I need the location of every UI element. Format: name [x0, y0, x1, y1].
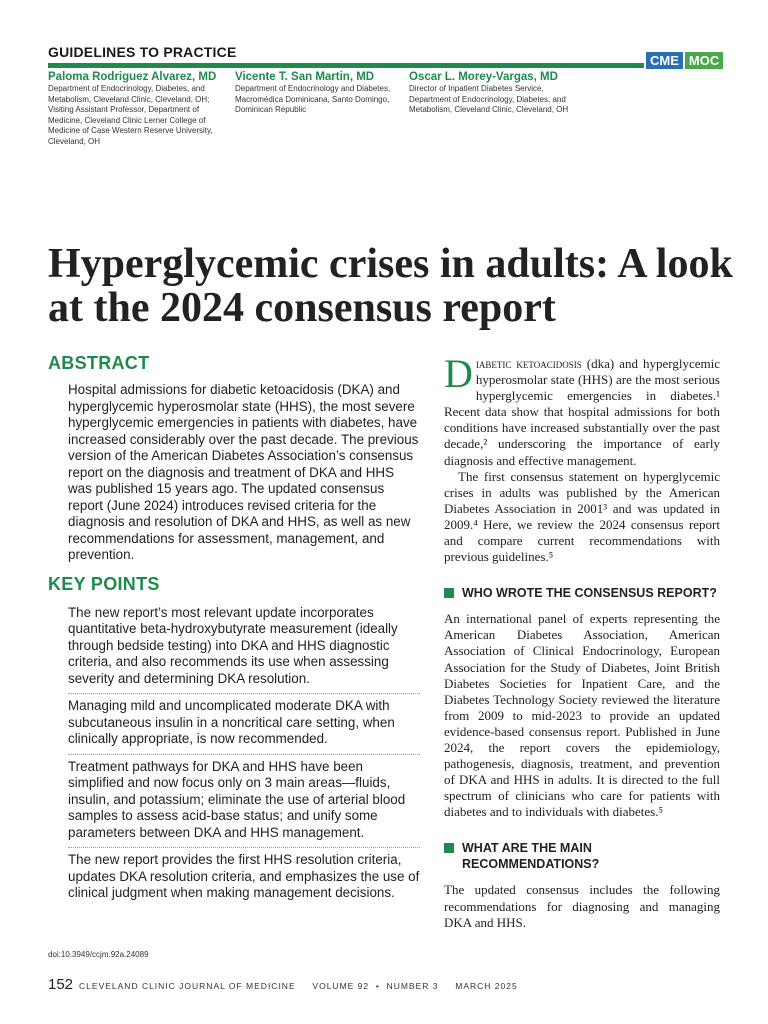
- author-1: [48, 70, 226, 147]
- intro-text: (dka) and hyperglycemic hyperosmolar state (HHS) are the most serious hyperglycemic emergencies in diabetes.¹ Recent data show that hospital admissions for both conditions have increased substantially over the past decade,² underscoring the importance of early diagnosis and effective management.: [444, 356, 720, 468]
- author-affiliation: Department of Endocrinology and Diabetes, Macromédica Dominicana, Santo Domingo, Dominican Republic: [235, 84, 391, 114]
- cme-badge: CME: [646, 52, 683, 69]
- page-footer: [48, 976, 518, 993]
- author-affiliation: Department of Endocrinology, Diabetes, and Metabolism, Cleveland Clinic, Cleveland, OH; Visiting Assistant Professor, Department of Medicine, Cleveland Clinic Lerner College of Medicine of Case Western Reserve University, Cleveland, OH: [48, 84, 213, 146]
- header-rule: [48, 63, 644, 68]
- author-name: Oscar L. Morey-Vargas, MD: [409, 71, 558, 83]
- key-point: Treatment pathways for DKA and HHS have been simplified and now focus only on 3 main areas—fluids, insulin, and potassium; eliminate the use of arterial blood samples to assess acid-base status; and unify some parameters between DKA and HHS management.: [68, 755, 420, 849]
- drop-cap: D: [444, 351, 473, 396]
- subheading-text: WHO WROTE THE CONSENSUS REPORT?: [462, 586, 717, 601]
- doi: doi:10.3949/ccjm.92a.24089: [48, 950, 149, 959]
- intro-paragraph: [444, 351, 720, 469]
- author-2: [235, 70, 405, 116]
- paragraph-4: The updated consensus includes the following recommendations for diagnosing and managing DKA and HHS.: [444, 882, 720, 930]
- left-column: [48, 352, 420, 908]
- subheading-who-wrote: [444, 585, 720, 601]
- abstract-text: Hospital admissions for diabetic ketoacidosis (DKA) and hyperglycemic hyperosmolar state (HHS), the most severe hyperglycemic emergencies in patients with diabetes, have increased considerably over the past decade. The previous version of the American Diabetes Association’s consensus report on the diagnosis and treatment of DKA and HHS was published 15 years ago. The updated consensus report (June 2024) introduces revised criteria for the diagnosis and resolution of DKA and HHS, as well as new recommendations for assessment, management, and prevention.: [68, 382, 419, 562]
- key-points-heading: KEY POINTS: [48, 573, 160, 594]
- key-point: Managing mild and uncomplicated moderate DKA with subcutaneous insulin in a noncritical care setting, when clinically appropriate, is now recommended.: [68, 694, 420, 755]
- body-column: [444, 351, 720, 931]
- abstract-heading: ABSTRACT: [48, 353, 150, 373]
- author-affiliation: Director of Inpatient Diabetes Service, Department of Endocrinology, Diabetes, and Metabolism, Cleveland Clinic, Cleveland, OH: [409, 84, 569, 114]
- key-points-list: [68, 601, 420, 908]
- subheading-recommendations: [444, 840, 720, 872]
- intro-lead: iabetic ketoacidosis: [475, 356, 582, 371]
- author-name: Paloma Rodriguez Alvarez, MD: [48, 71, 217, 83]
- key-point: The new report’s most relevant update incorporates quantitative beta-hydroxybutyrate measurement (ideally through bedside testing) into DKA and HHS diagnostic criteria, and also recommends its use when assessing severity and determining DKA resolution.: [68, 601, 420, 695]
- section-label: GUIDELINES TO PRACTICE: [48, 44, 237, 60]
- key-point: The new report provides the first HHS resolution criteria, updates DKA resolution criteria, and emphasizes the use of clinical judgment when making management decisions.: [68, 852, 420, 900]
- square-bullet-icon: [444, 588, 454, 598]
- paragraph-3: An international panel of experts representing the American Diabetes Association, American Association of Clinical Endocrinology, European Association for the Study of Diabetes, Joint British Diabetes Societies for Inpatient Care, and the Diabetes Technology Society reviewed the literature from 2009 to mid-2023 to provide an updated evidence-based consensus report. Published in June 2024, the report covers the epidemiology, pathogenesis, diagnosis, treatment, and prevention of DKA and HHS in adults. It is directed to the full spectrum of clinicians who care for patients with diabetes and to individuals with diabetes.⁵: [444, 611, 720, 820]
- subheading-text: WHAT ARE THE MAIN RECOMMENDATIONS?: [462, 841, 600, 872]
- paragraph-2: The first consensus statement on hyperglycemic crises in adults was published by the American Diabetes Association in 2001³ and was updated in 2009.⁴ Here, we review the 2024 consensus report and compare current recommendations with previous guidelines.⁵: [444, 468, 720, 565]
- moc-badge: MOC: [685, 52, 723, 69]
- cme-moc-badges: [646, 52, 723, 69]
- square-bullet-icon: [444, 843, 454, 853]
- author-name: Vicente T. San Martin, MD: [235, 71, 375, 83]
- page-number: 152: [48, 976, 74, 993]
- journal-info: CLEVELAND CLINIC JOURNAL OF MEDICINE VOLUME 92 • NUMBER 3 MARCH 2025: [79, 981, 518, 991]
- author-3: [409, 70, 589, 116]
- article-title: Hyperglycemic crises in adults: A look at the 2024 consensus report: [48, 241, 733, 331]
